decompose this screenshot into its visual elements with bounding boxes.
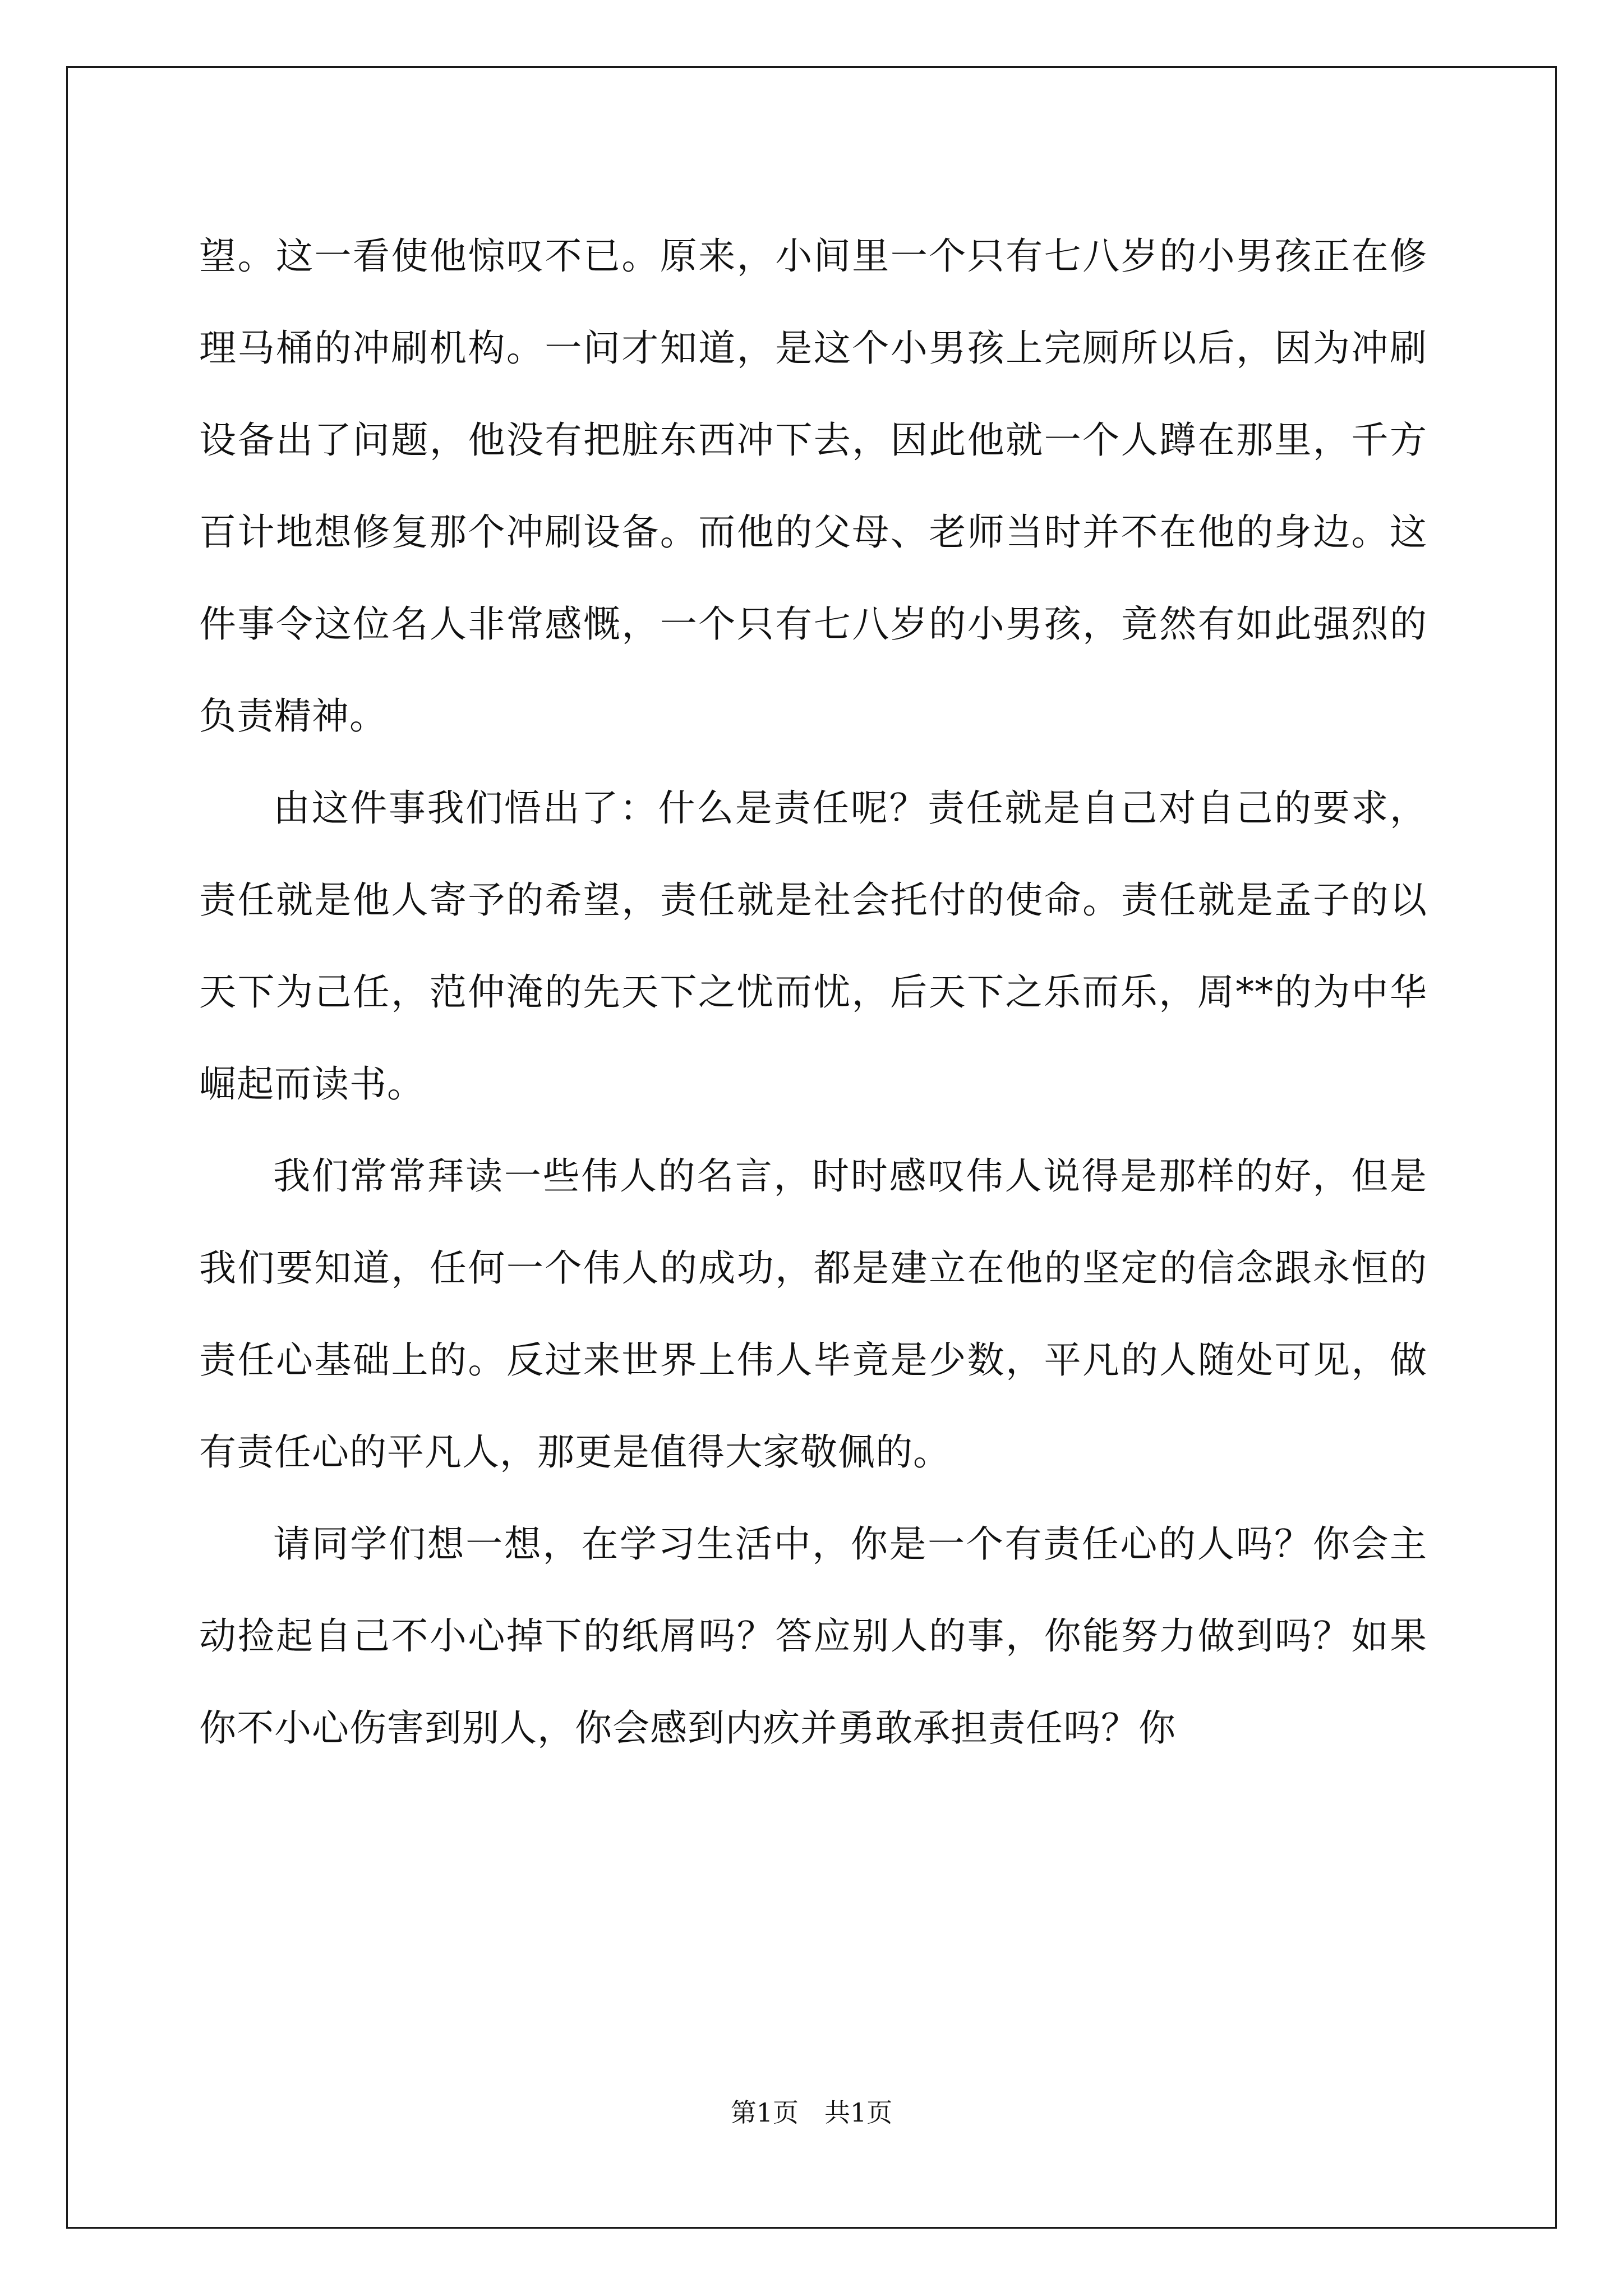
paragraph-4: 请同学们想一想，在学习生活中，你是一个有责任心的人吗？你会主动捡起自己不小心掉下的纸屑吗？答应别人的事，你能努力做到吗？如果你不小心伤害到别人，你会感到内疚并勇敢承担责任吗？你: [199, 1522, 1427, 1750]
document-body: [199, 210, 1427, 1774]
page-total: 共1页: [824, 2097, 893, 2128]
paragraph-2: 由这件事我们悟出了：什么是责任呢？责任就是自己对自己的要求，责任就是他人寄予的希望，责任就是社会托付的使命。责任就是孟子的以天下为己任，范仲淹的先天下之忧而忧，后天下之乐而乐，周**的为中华崛起而读书。: [199, 786, 1427, 1106]
paragraph-3: 我们常常拜读一些伟人的名言，时时感叹伟人说得是那样的好，但是我们要知道，任何一个伟人的成功，都是建立在他的坚定的信念跟永恒的责任心基础上的。反过来世界上伟人毕竟是少数，平凡的人随处可见，做有责任心的平凡人，那更是值得大家敬佩的。: [199, 1154, 1427, 1474]
paragraph-1: 望。这一看使他惊叹不已。原来，小间里一个只有七八岁的小男孩正在修理马桶的冲刷机构。一问才知道，是这个小男孩上完厕所以后，因为冲刷设备出了问题，他没有把脏东西冲下去，因此他就一个人蹲在那里，千方百计地想修复那个冲刷设备。而他的父母、老师当时并不在他的身边。这件事令这位名人非常感慨，一个只有七八岁的小男孩，竟然有如此强烈的负责精神。: [199, 234, 1427, 738]
page-footer: [0, 2092, 1623, 2129]
page-number: 第1页: [730, 2097, 799, 2128]
